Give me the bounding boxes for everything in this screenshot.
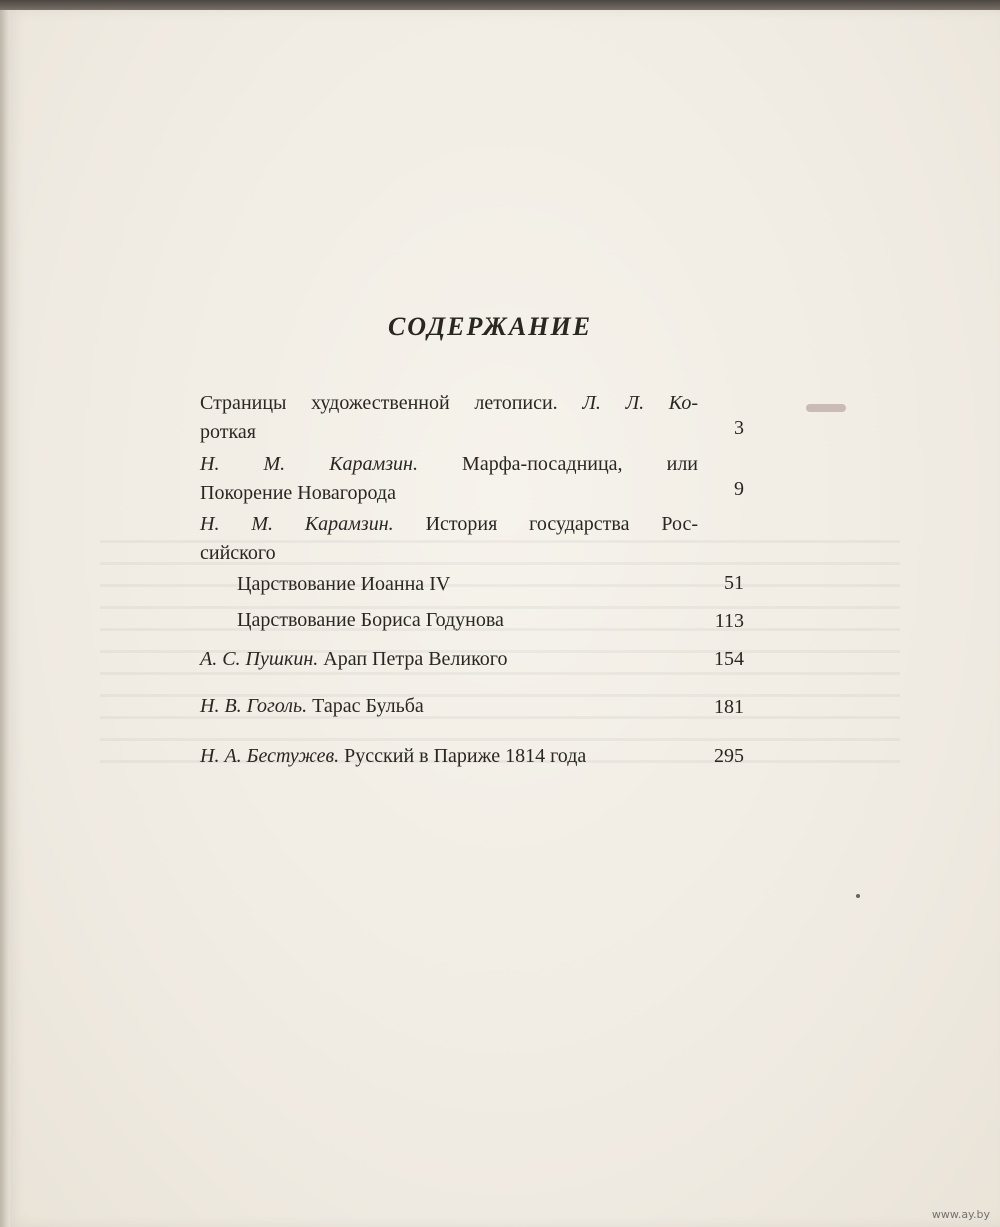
- toc-entry: [200, 692, 424, 721]
- entry-page-number: 3: [734, 417, 744, 439]
- entry-title-continued: сийского: [200, 542, 276, 564]
- entry-title: Марфа-посадница, или: [417, 453, 698, 475]
- entry-page-number: 113: [714, 610, 744, 632]
- entry-author: Л. Л. Ко-: [582, 392, 698, 414]
- entry-title: Царствование Бориса Годунова: [237, 609, 504, 631]
- entry-author: Н. В. Гоголь.: [200, 695, 308, 717]
- toc-subentry: [237, 570, 450, 599]
- entry-page-number: 295: [714, 745, 744, 767]
- toc-subentry: [237, 606, 504, 635]
- toc-entry: [200, 645, 508, 674]
- entry-title-continued: роткая: [200, 421, 256, 443]
- entry-title: Страницы художественной летописи.: [200, 392, 583, 414]
- entry-author: А. С. Пушкин.: [200, 648, 319, 670]
- toc-entry: [200, 389, 698, 447]
- entry-title: История государства Рос-: [393, 513, 698, 535]
- entry-title: Русский в Париже 1814 года: [339, 745, 587, 767]
- entry-page-number: 51: [724, 572, 744, 594]
- toc-entry: [200, 742, 586, 771]
- toc-entry: [200, 450, 698, 508]
- entry-title: Тарас Бульба: [307, 695, 424, 717]
- entry-author: Н. А. Бестужев.: [200, 745, 340, 767]
- entry-title-continued: Покорение Новагорода: [200, 482, 396, 504]
- entry-page-number: 154: [714, 648, 744, 670]
- entry-author: Н. М. Карамзин.: [200, 513, 394, 535]
- toc-entry: [200, 510, 698, 568]
- watermark: www.ay.by: [931, 1208, 990, 1221]
- entry-title: Арап Петра Великого: [318, 648, 508, 670]
- entry-author: Н. М. Карамзин.: [200, 453, 418, 475]
- page-title: СОДЕРЖАНИЕ: [387, 312, 593, 341]
- entry-title: Царствование Иоанна IV: [237, 573, 451, 595]
- entry-page-number: 181: [714, 696, 744, 718]
- entry-page-number: 9: [734, 478, 744, 500]
